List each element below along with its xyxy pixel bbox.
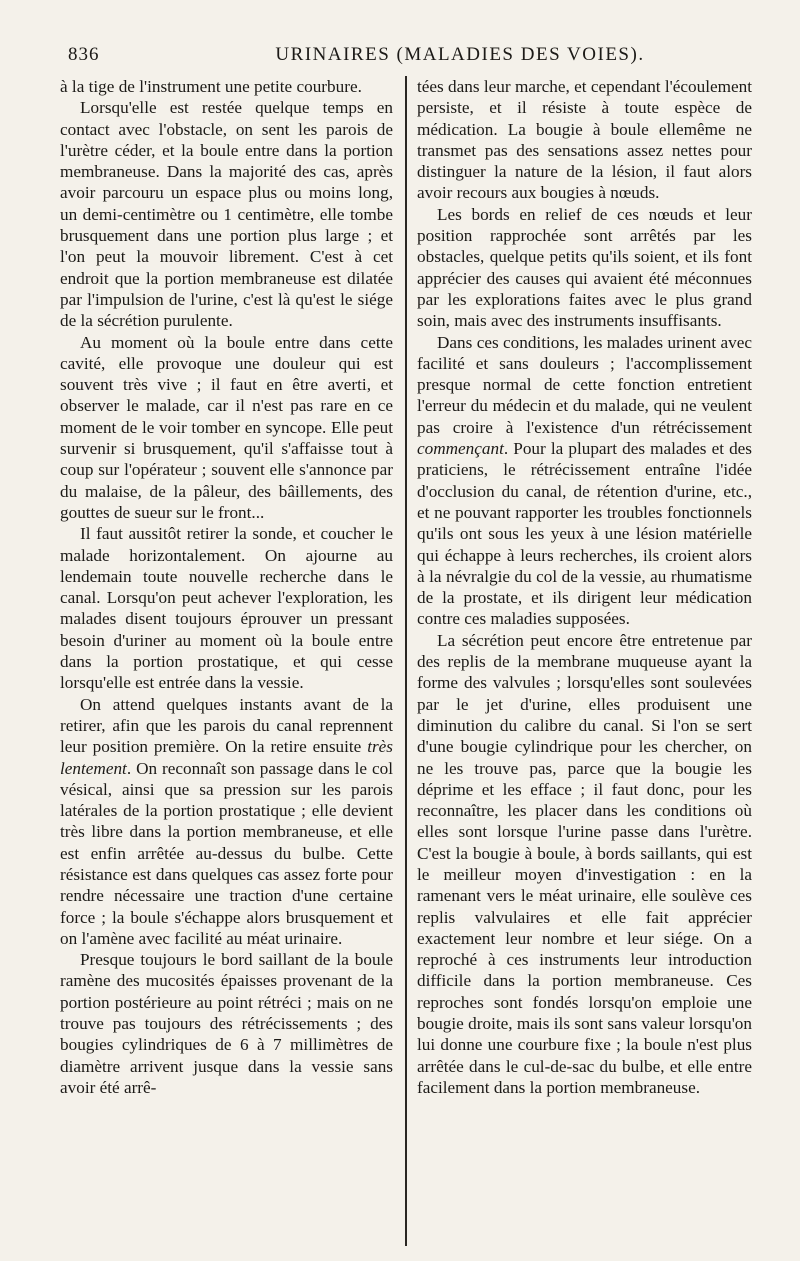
text-run: . Pour la plupart des malades et des praticiens, le rétrécissement entraîne l'idée d'occlusion du canal, de rétention d'urine, etc., et ne pouvant rapporter les troubles fonctionnels qu'ils ont sous les yeux à une lésion matérielle qui échappe à leurs recherches, ils croient alors à la névralgie du col de la vessie, au rhumatisme de la prostate, et ils dirigent leur médication contre ces maladies supposées. xyxy=(417,439,752,629)
italic-phrase: commençant xyxy=(417,439,504,459)
paragraph: La sécrétion peut encore être entretenue par des replis de la membrane muqueuse ayant la forme des valvules ; lorsqu'elles sont soulevées par le jet d'urine, elles produisent une diminution du calibre du canal. Si l'on se sert d'une bougie cylindrique pour les chercher, on ne les trouve pas, parce que la bougie les déprime et les efface ; il faut donc, pour les reconnaître, les placer dans les conditions où elles sont lorsque l'urine passe dans l'urètre. C'est la bougie à boule, à bords saillants, qui est le meilleur moyen d'investigation : en la ramenant vers le méat urinaire, elle soulève ces replis valvulaires et elle fait apprécier exactement leur nombre et leur siége. On a reproché à ces instruments leur introduction difficile dans la portion membraneuse. Ces reproches sont fondés lorsqu'on emploie une bougie droite, mais ils sont sans valeur lorsqu'on lui donne une courbure fixe ; la boule n'est plus arrêtée dans le cul-de-sac du bulbe, et elle entre facilement dans la portion membraneuse. xyxy=(417,630,752,1097)
right-column xyxy=(409,76,752,1246)
page-number: 836 xyxy=(68,44,100,65)
italic-phrase: très lentement xyxy=(60,737,393,778)
column-divider xyxy=(405,76,407,1246)
paragraph xyxy=(60,694,393,950)
paragraph: Il faut aussitôt retirer la sonde, et coucher le malade horizontalement. On ajourne au lendemain toute nouvelle recherche dans le canal. Lorsqu'on peut achever l'exploration, les malades disent toujours éprouver un pressant besoin d'uriner au moment où la boule entre dans la portion prostatique, et qui cesse lorsqu'elle est entrée dans la vessie. xyxy=(60,524,393,693)
paragraph: tées dans leur marche, et cependant l'écoulement persiste, et il résiste à toute espèce de médication. La bougie à boule ellemême ne transmet pas des sensations assez nettes pour distinguer la nature de la lésion, il faut alors avoir recours aux bougies à nœuds. xyxy=(417,77,752,203)
paragraph: à la tige de l'instrument une petite courbure. xyxy=(60,77,362,96)
paragraph: Les bords en relief de ces nœuds et leur position rapprochée sont arrêtés par les obstacles, quelque petits qu'ils soient, et ils font apprécier des causes qui avaient été méconnues par les explorations faites avec le plus grand soin, mais avec des instruments insuffisants. xyxy=(417,204,752,331)
paragraph xyxy=(417,332,752,630)
text-run: On attend quelques instants avant de la retirer, afin que les parois du canal reprennent leur position première. On la retire ensuite xyxy=(60,694,393,757)
running-title: URINAIRES (MALADIES DES VOIES). xyxy=(275,44,645,65)
paragraph: Au moment où la boule entre dans cette cavité, elle provoque une douleur qui est souvent très vive ; il faut en être averti, et observer le malade, car il n'est pas rare en ce moment de le voir tomber en syncope. Elle peut survenir si brusquement, qu'il s'affaisse tout à coup sur l'opérateur ; souvent elle s'annonce par du malaise, de la pâleur, des bâillements, des gouttes de sueur sur le front... xyxy=(60,332,393,522)
text-columns xyxy=(60,76,770,1246)
left-column xyxy=(60,76,403,1246)
text-run: . On reconnaît son passage dans le col vésical, ainsi que sa pression sur les parois latérales de la portion prostatique ; elle devient très libre dans la portion membraneuse, et elle est enfin arrêtée au-dessus du bulbe. Cette résistance est dans quelques cas assez forte pour rendre nécessaire une traction d'une certaine force ; la boule s'échappe alors brusquement et on l'amène avec facilité au méat urinaire. xyxy=(60,758,393,948)
text-run: Dans ces conditions, les malades urinent avec facilité et sans douleurs ; l'accomplissement presque normal de cette fonction entretient l'erreur du médecin et du malade, qui ne veulent pas croire à l'existence d'un rétrécissement xyxy=(417,332,752,437)
page-header xyxy=(60,40,770,74)
paragraph: Lorsqu'elle est restée quelque temps en contact avec l'obstacle, on sent les parois de l'urètre céder, et la boule entre dans la portion membraneuse. Dans la majorité des cas, après avoir parcouru un espace plus ou moins long, un demi-centimètre ou 1 centimètre, elle tombe brusquement dans une portion plus large ; et l'on peut la mouvoir librement. C'est à cet endroit que la portion membraneuse est dilatée par l'impulsion de l'urine, c'est là qu'est le siége de la sécrétion purulente. xyxy=(60,98,393,331)
paragraph: Presque toujours le bord saillant de la boule ramène des mucosités épaisses provenant de la portion postérieure au point rétréci ; mais on ne trouve pas toujours des rétrécissements ; des bougies cylindriques de 6 à 7 millimètres de diamètre arrivent jusque dans la vessie sans avoir été arrê- xyxy=(60,950,393,1097)
